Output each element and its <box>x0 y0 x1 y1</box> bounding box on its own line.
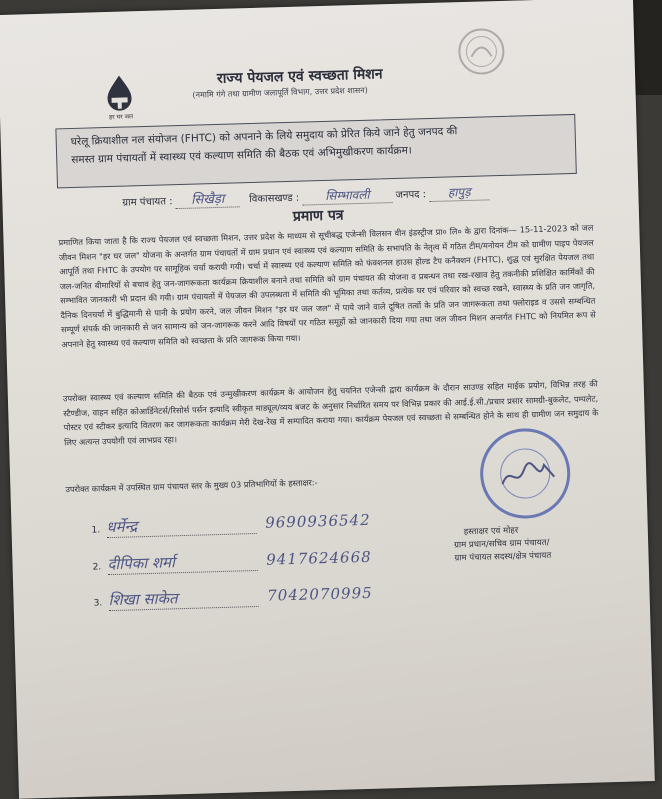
participant-phone: 7042070995 <box>266 583 373 605</box>
signature-label: हस्ताक्षर एवं मोहर <box>463 525 519 538</box>
participant-name: धर्मेन्द्र <box>106 513 257 538</box>
signatory-line-2: ग्राम पंचायत सदस्य/क्षेत्र पंचायत <box>454 550 552 564</box>
gram-panchayat-label: ग्राम पंचायत : <box>122 196 173 209</box>
participant-number: 3. <box>93 598 103 609</box>
block-value: सिम्भावली <box>302 185 392 206</box>
participant-phone: 9690936542 <box>264 510 371 532</box>
participant-name: शिखा साकेत <box>108 586 259 611</box>
participant-name: दीपिका शर्मा <box>107 550 258 575</box>
mission-subtitle: (नमामि गंगे तथा ग्रामीण जलापूर्ति विभाग, उत्तर प्रदेश शासन) <box>192 85 368 100</box>
signatory-line-1: ग्राम प्रधान/सचिव ग्राम पंचायत/ <box>454 537 550 551</box>
gram-panchayat-value: सिखैड़ा <box>175 188 240 209</box>
block-label: विकासखण्ड : <box>249 192 300 206</box>
participant-number: 2. <box>92 562 102 573</box>
participants-intro: उपरोक्त कार्यक्रम में उपस्थित ग्राम पंचायत स्तर के मुख्य 03 प्रतिभागियों के हस्ताक्षर:- <box>65 477 318 495</box>
participant-row <box>91 510 371 539</box>
participant-phone: 9417624668 <box>265 547 372 569</box>
participant-row <box>92 547 372 576</box>
participant-row <box>93 583 373 612</box>
certificate-paragraph-1: प्रमाणित किया जाता है कि राज्य पेयजल एवं स्वच्छता मिशन, उत्तर प्रदेश के माध्यम से सूचीबद्ध एजेन्सी विलसन वीन इंडस्ट्रीज प्रा० लि० के द्वारा दिनांक— 15-11-2023 को जल जीवन मिशन "हर घर जल" योजना के अन्तर्गत ग्राम पंचायतों में ग्राम प्रधान एवं स्वास्थ्य एवं कल्याण समिति के सभापति के नेतृत्व में गठित टीम/मनोयन टीम को ग्रामीण पाइप पेयजल आपूर्ति तथा FHTC के उपयोग पर सामूहिक चर्चा करायी गयी। चर्चा में स्वास्थ्य एवं कल्याण समिति को फंक्शनल हाउस होल्ड टैप कनैक्शन (FHTC), शुद्ध एवं सुरक्षित पेयजल तथा जल-जनित बीमारियों से बचाव हेतु जन-जागरूकता कार्यक्रम क्रियाशील बनाने तथा समिति को ग्राम पंचायत की योजना व प्रबन्धन तथा रख-रखाव हेतु तकनीकी प्रशिक्षित कार्मिकों की सम्भावित जानकारी भी प्रदान की गयी। ग्राम पंचायतों में पेयजल की उपलब्धता में समिति की भूमिका तथा कर्तव्य, प्रत्येक घर एवं परिवार को स्वच्छ रखने, स्वास्थ्य के प्रति जन जागृति, दैनिक दिनचर्या में बुद्धिमानी से पानी के प्रयोग करने, जल जीवन मिशन "हर घर जल जल" में पाये जाने वाले दूषित तत्वों के प्रति जन जागरूकता तथा फ्लोराइड व उससे सम्बन्धित सम्पूर्ण संपर्क की जानकारी से जन सामान्य को जन-जागरूक करने आदि विषयों पर गठित समूहों को जानकारी दिया गया तथा जल जीवन मिशन अन्तर्गत FHTC को नियमित रूप से अपनाने हेतु स्वास्थ्य एवं कल्याण समिति को स्वच्छता के प्रति जागरूक किया गया। <box>58 222 596 349</box>
signature-scribble-icon <box>498 455 559 497</box>
banner-line-2: समस्त ग्राम पंचायतों में स्वास्थ्य एवं कल्याण समिति की बैठक एवं अभिमुखीकरण कार्यक्रम। <box>71 144 412 167</box>
district-value: हापुड़ <box>429 182 489 202</box>
logo-caption: हर घर जल <box>108 113 134 121</box>
certificate-title: प्रमाण पत्र <box>292 207 344 225</box>
certificate-paragraph-2: उपरोक्त स्वास्थ्य एवं कल्याण समिति की बैठक एवं उन्मुखीकरण कार्यक्रम के आयोजन हेतु चयनित एजेन्सी द्वारा कार्यक्रम के दौरान साउण्ड सहित माईक प्रयोग, विभिन्न तरह की स्टैण्डीज, वाहन सहित कोआर्डिनेटर्स/रिसोर्स पर्सन इत्यादि स्वीकृत माड्यूल/व्यय बजट के अनुसार निर्धारित समय पर विभिन्न प्रकार की आई.ई.सी./प्रचार प्रसार सामग्री-बुकलेट, पम्पलेट, पोस्टर एवं स्टीकर इत्यादि वितरण कर जागरूकता कार्यक्रम मेरी देख-रेख में सम्पादित कराया गया। कार्यक्रम पेयजल एवं स्वच्छता से सम्बन्धित होने के साथ ही ग्रामीण जन समुदाय के लिए अत्यन्त उपयोगी एवं लाभप्रद रहा। <box>62 378 599 447</box>
signatory-block <box>454 524 552 566</box>
banner-line-1: घरेलू क्रियाशील नल संयोजन (FHTC) को अपनाने के लिये समुदाय को प्रेरित किये जाने हेतु जनपद की <box>70 125 458 149</box>
program-banner <box>55 114 576 188</box>
state-emblem-icon <box>456 26 507 77</box>
district-label: जनपद : <box>395 189 427 201</box>
participant-number: 1. <box>91 525 101 536</box>
mission-title: राज्य पेयजल एवं स्वच्छता मिशन <box>216 66 383 87</box>
